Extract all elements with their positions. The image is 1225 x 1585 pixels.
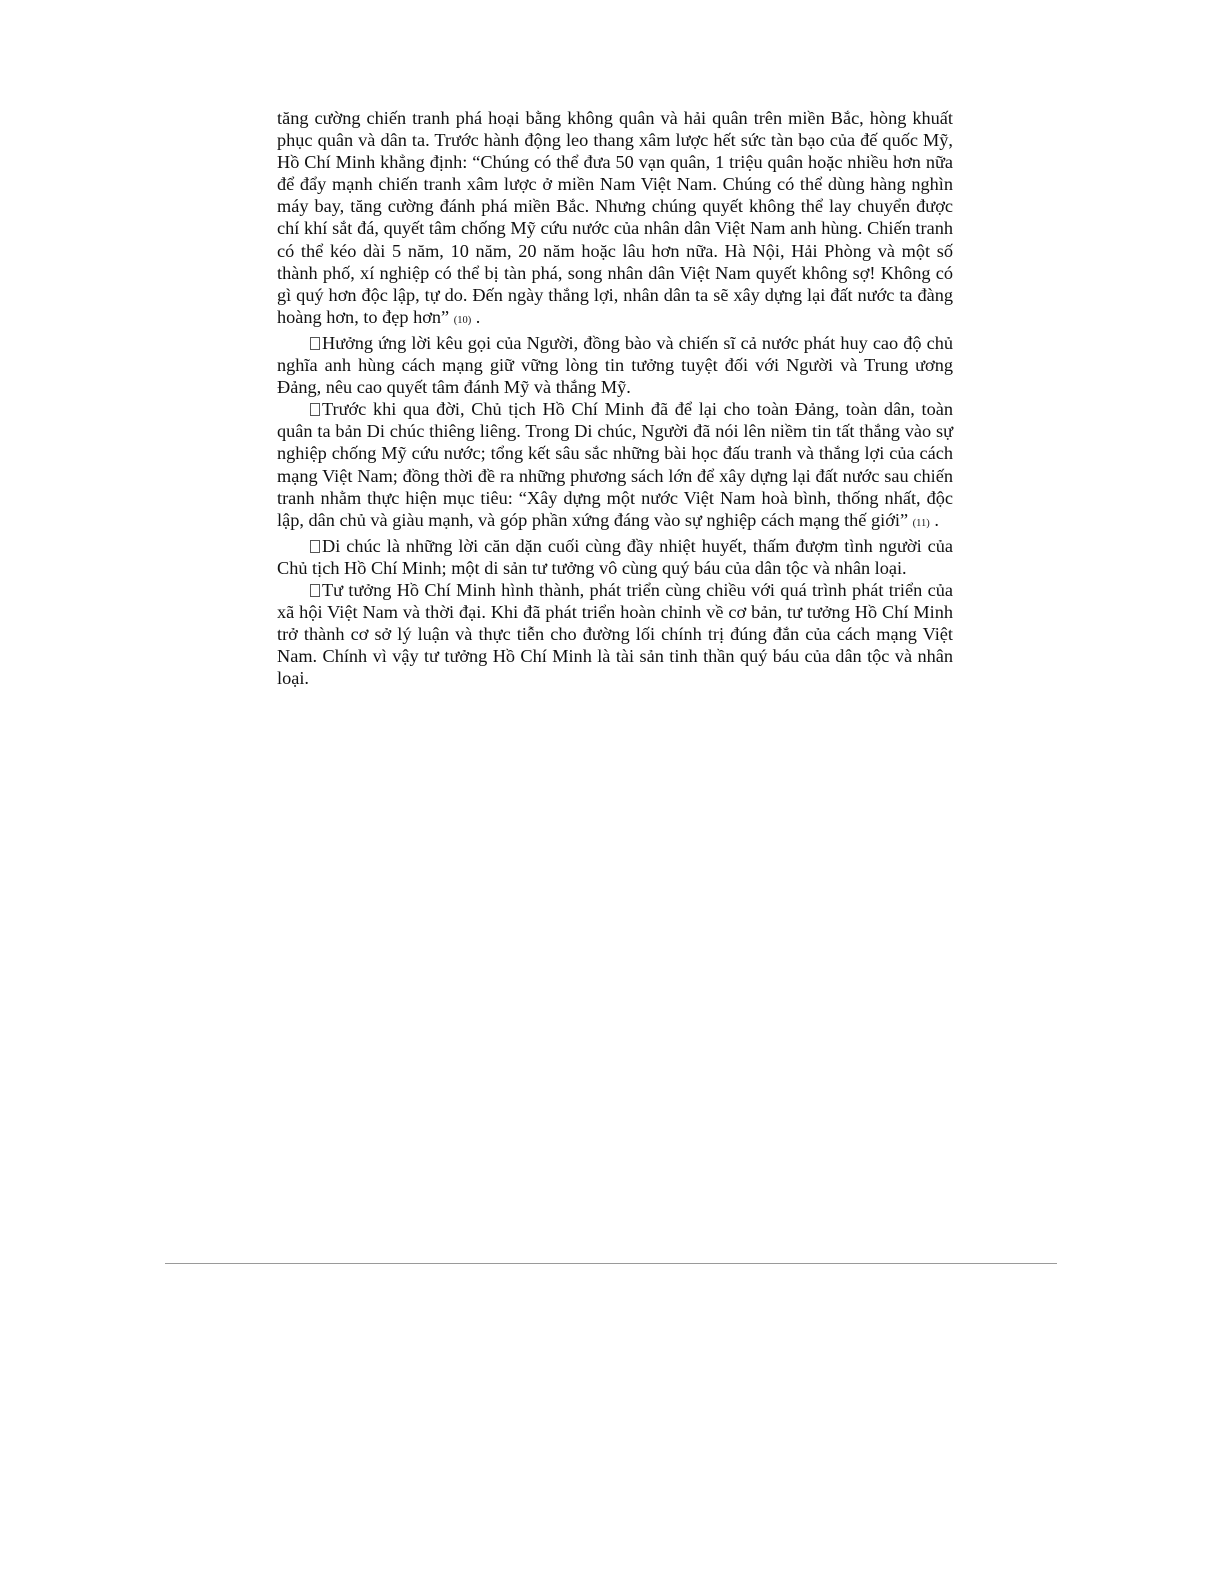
body-text [277, 107, 953, 689]
paragraph-end: . [929, 509, 939, 530]
paragraph [277, 398, 953, 535]
paragraph-continuation [277, 107, 953, 332]
missing-glyph-icon [310, 337, 320, 350]
footer-divider [165, 1263, 1057, 1264]
missing-glyph-icon [310, 403, 320, 416]
citation-marker: (10) [453, 314, 472, 326]
citation-marker: (11) [912, 517, 930, 529]
paragraph-end: . [471, 306, 481, 327]
paragraph [277, 535, 953, 579]
paragraph-text: tăng cường chiến tranh phá hoại bằng không quân và hải quân trên miền Bắc, hòng khuất phục quân và dân ta. Trước hành động leo thang xâm lược hết sức tàn bạo của đế quốc Mỹ, Hồ Chí Minh khẳng định: “Chúng có thể đưa 50 vạn quân, 1 triệu quân hoặc nhiều hơn nữa để đẩy mạnh chiến tranh xâm lược ở miền Nam Việt Nam. Chúng có thể dùng hàng nghìn máy bay, tăng cường đánh phá miền Bắc. Nhưng chúng quyết không thể lay chuyển được chí khí sắt đá, quyết tâm chống Mỹ cứu nước của nhân dân Việt Nam anh hùng. Chiến tranh có thể kéo dài 5 năm, 10 năm, 20 năm hoặc lâu hơn nữa. Hà Nội, Hải Phòng và một số thành phố, xí nghiệp có thể bị tàn phá, song nhân dân Việt Nam quyết không sợ! Không có gì quý hơn độc lập, tự do. Đến ngày thắng lợi, nhân dân ta sẽ xây dựng lại đất nước ta đàng hoàng hơn, to đẹp hơn” [277, 108, 953, 327]
missing-glyph-icon [310, 540, 320, 553]
paragraph [277, 579, 953, 689]
paragraph-text: Di chúc là những lời căn dặn cuối cùng đầy nhiệt huyết, thấm đượm tình người của Chủ tịch Hồ Chí Minh; một di sản tư tưởng vô cùng quý báu của dân tộc và nhân loại. [277, 535, 953, 578]
missing-glyph-icon [310, 584, 320, 597]
paragraph-text: Tư tưởng Hồ Chí Minh hình thành, phát triển cùng chiều với quá trình phát triển của xã hội Việt Nam và thời đại. Khi đã phát triển hoàn chỉnh về cơ bản, tư tưởng Hồ Chí Minh trở thành cơ sở lý luận và thực tiễn cho đường lối chính trị đúng đắn của cách mạng Việt Nam. Chính vì vậy tư tưởng Hồ Chí Minh là tài sản tinh thần quý báu của dân tộc và nhân loại. [277, 579, 953, 689]
paragraph-text: Hưởng ứng lời kêu gọi của Người, đồng bào và chiến sĩ cả nước phát huy cao độ chủ nghĩa anh hùng cách mạng giữ vững lòng tin tưởng tuyệt đối với Người và Trung ương Đảng, nêu cao quyết tâm đánh Mỹ và thắng Mỹ. [277, 332, 953, 398]
paragraph [277, 332, 953, 398]
paragraph-text: Trước khi qua đời, Chủ tịch Hồ Chí Minh đã để lại cho toàn Đảng, toàn dân, toàn quân ta bản Di chúc thiêng liêng. Trong Di chúc, Người đã nói lên niềm tin tất thắng vào sự nghiệp chống Mỹ cứu nước; tổng kết sâu sắc những bài học đấu tranh và thắng lợi của cách mạng Việt Nam; đồng thời đề ra những phương sách lớn để xây dựng lại đất nước sau chiến tranh nhằm thực hiện mục tiêu: “Xây dựng một nước Việt Nam hoà bình, thống nhất, độc lập, dân chủ và giàu mạnh, và góp phần xứng đáng vào sự nghiệp cách mạng thế giới” [277, 399, 953, 530]
